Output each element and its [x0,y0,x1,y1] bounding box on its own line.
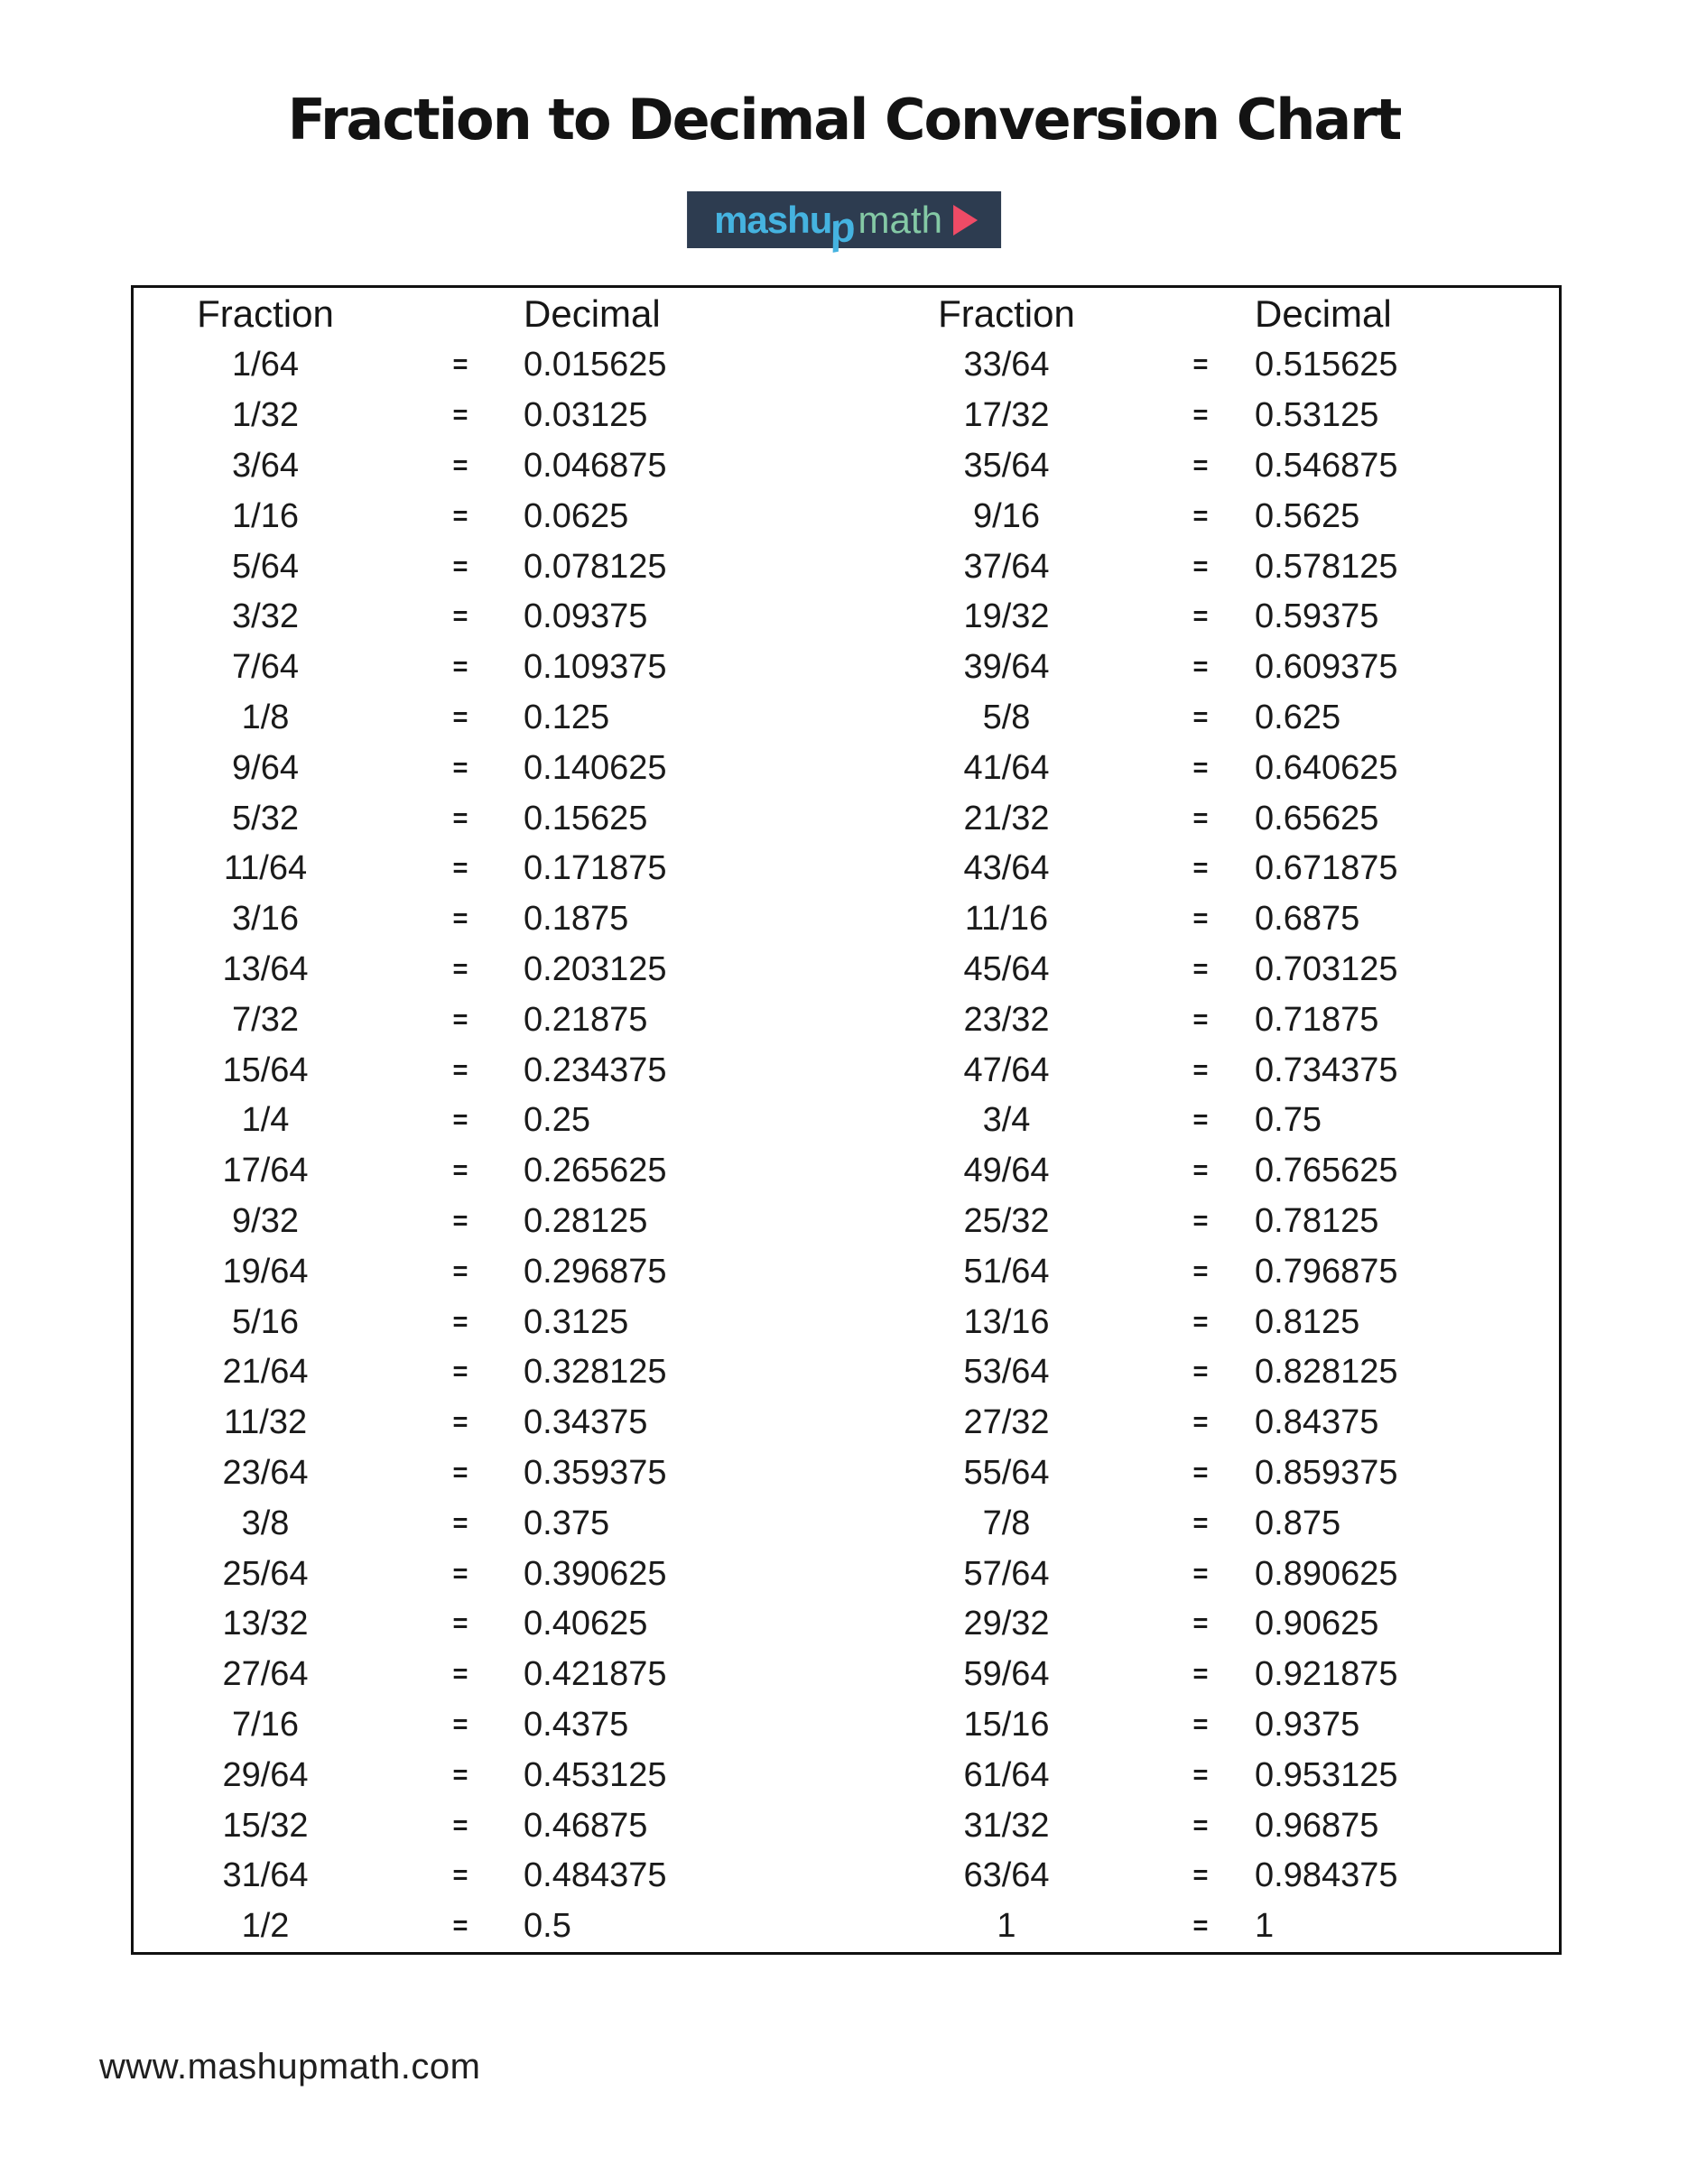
decimal-cell: 0.34375 [524,1403,648,1442]
fraction-cell: 5/64 [232,547,299,586]
equals-sign: = [1192,1559,1209,1588]
fraction-cell: 17/32 [963,396,1050,435]
decimal-cell: 0.484375 [524,1856,667,1895]
decimal-cell: 0.765625 [1255,1152,1398,1190]
decimal-cell: 0.265625 [524,1152,667,1190]
fraction-cell: 1/4 [241,1101,290,1140]
header-spacer [1146,288,1255,340]
equals-sign: = [452,501,468,531]
decimal-cell: 0.609375 [1255,648,1398,687]
fraction-cell: 15/64 [222,1050,309,1089]
play-icon [953,205,978,236]
equals-sign: = [1192,1307,1209,1337]
fraction-cell: 9/64 [232,748,299,787]
decimal-cell: 0.015625 [524,346,667,384]
equals-sign: = [452,1458,468,1487]
decimal-cell: 0.171875 [524,849,667,888]
decimal-cell: 0.078125 [524,547,667,586]
equals-sign: = [452,1408,468,1438]
decimal-cell: 0.640625 [1255,748,1398,787]
decimal-cell: 0.4375 [524,1705,629,1744]
decimal-cell: 0.625 [1255,698,1341,736]
fraction-cell: 15/16 [963,1705,1050,1744]
fraction-cell: 1/32 [232,396,299,435]
fraction-cell: 1/16 [232,496,299,535]
decimal-cell: 0.203125 [524,949,667,988]
decimal-cell: 0.875 [1255,1504,1341,1542]
decimal-cell: 0.046875 [524,446,667,485]
decimal-cell: 0.8125 [1255,1302,1360,1341]
decimal-cell: 0.296875 [524,1252,667,1291]
decimal-cell: 0.78125 [1255,1201,1379,1240]
equals-sign: = [452,1861,468,1891]
decimal-cell: 0.40625 [524,1605,648,1643]
fraction-cell: 39/64 [963,648,1050,687]
decimal-cell: 0.65625 [1255,799,1379,838]
equals-sign: = [1192,1609,1209,1639]
equals-sign: = [452,652,468,682]
equals-sign: = [1192,1660,1209,1689]
decimal-cell: 0.359375 [524,1453,667,1492]
decimal-cell: 0.59375 [1255,597,1379,636]
equals-sign: = [452,1307,468,1337]
fraction-cell: 43/64 [963,849,1050,888]
equals-sign: = [452,401,468,430]
fraction-cell: 5/8 [982,698,1031,736]
column-header-fraction-right: Fraction [938,292,1075,335]
fraction-cell: 17/64 [222,1152,309,1190]
fraction-cell: 19/64 [222,1252,309,1291]
logo-text-math: math [858,198,942,241]
fraction-cell: 21/32 [963,799,1050,838]
fraction-cell: 29/64 [222,1755,309,1794]
equals-sign: = [1192,1206,1209,1235]
equals-sign: = [452,1559,468,1588]
page-title: Fraction to Decimal Conversion Chart [287,87,1401,153]
fraction-cell: 7/8 [982,1504,1031,1542]
fraction-cell: 1/2 [241,1907,290,1946]
fraction-cell: 29/32 [963,1605,1050,1643]
fraction-cell: 1 [997,1907,1016,1946]
decimal-cell: 0.6875 [1255,900,1360,939]
fraction-cell: 57/64 [963,1554,1050,1593]
decimal-cell: 0.75 [1255,1101,1322,1140]
fraction-cell: 7/32 [232,1000,299,1039]
decimal-cell: 0.96875 [1255,1806,1379,1845]
fraction-cell: 3/64 [232,446,299,485]
column-header-fraction-left: Fraction [197,292,334,335]
equals-sign: = [1192,1760,1209,1790]
equals-sign: = [452,702,468,732]
equals-sign: = [452,1357,468,1387]
fraction-cell: 45/64 [963,949,1050,988]
fraction-cell: 13/32 [222,1605,309,1643]
decimal-cell: 0.15625 [524,799,648,838]
fraction-cell: 53/64 [963,1353,1050,1392]
fraction-cell: 1/64 [232,346,299,384]
equals-sign: = [1192,1861,1209,1891]
equals-sign: = [452,753,468,782]
equals-sign: = [1192,450,1209,480]
fraction-cell: 27/64 [222,1655,309,1694]
equals-sign: = [452,1911,468,1941]
equals-sign: = [1192,1458,1209,1487]
equals-sign: = [1192,602,1209,632]
equals-sign: = [452,1760,468,1790]
equals-sign: = [452,1256,468,1286]
fraction-cell: 61/64 [963,1755,1050,1794]
equals-sign: = [452,1660,468,1689]
fraction-cell: 15/32 [222,1806,309,1845]
equals-sign: = [452,1004,468,1034]
fraction-cell: 51/64 [963,1252,1050,1291]
decimal-cell: 0.125 [524,698,610,736]
equals-sign: = [452,1609,468,1639]
fraction-cell: 11/16 [964,900,1049,939]
fraction-cell: 1/8 [241,698,290,736]
decimal-cell: 0.578125 [1255,547,1398,586]
equals-sign: = [1192,1810,1209,1840]
decimal-cell: 0.890625 [1255,1554,1398,1593]
fraction-cell: 31/64 [222,1856,309,1895]
decimal-cell: 0.5 [524,1907,571,1946]
decimal-cell: 0.796875 [1255,1252,1398,1291]
equals-sign: = [1192,401,1209,430]
fraction-cell: 13/64 [222,949,309,988]
equals-sign: = [452,904,468,934]
equals-sign: = [1192,803,1209,833]
equals-sign: = [452,954,468,984]
equals-sign: = [1192,1709,1209,1739]
fraction-cell: 11/64 [223,849,308,888]
fraction-cell: 9/16 [973,496,1040,535]
decimal-cell: 0.671875 [1255,849,1398,888]
decimal-cell: 0.984375 [1255,1856,1398,1895]
fraction-cell: 3/16 [232,900,299,939]
equals-sign: = [1192,753,1209,782]
fraction-cell: 55/64 [963,1453,1050,1492]
fraction-cell: 3/32 [232,597,299,636]
decimal-cell: 0.3125 [524,1302,629,1341]
equals-sign: = [1192,1004,1209,1034]
column-header-decimal-right: Decimal [1255,292,1392,335]
decimal-cell: 0.1875 [524,900,629,939]
decimal-cell: 0.328125 [524,1353,667,1392]
fraction-cell: 19/32 [963,597,1050,636]
equals-sign: = [452,1810,468,1840]
decimal-cell: 0.46875 [524,1806,648,1845]
equals-sign: = [1192,1357,1209,1387]
fraction-cell: 27/32 [963,1403,1050,1442]
fraction-cell: 7/64 [232,648,299,687]
fraction-cell: 7/16 [232,1705,299,1744]
decimal-cell: 0.734375 [1255,1050,1398,1089]
decimal-cell: 0.390625 [524,1554,667,1593]
equals-sign: = [452,803,468,833]
fraction-cell: 63/64 [963,1856,1050,1895]
equals-sign: = [452,350,468,380]
fraction-cell: 5/16 [232,1302,299,1341]
decimal-cell: 0.03125 [524,396,648,435]
decimal-cell: 0.90625 [1255,1605,1379,1643]
logo-text-p: p [826,201,859,253]
equals-sign: = [452,1508,468,1538]
fraction-cell: 37/64 [963,547,1050,586]
fraction-cell: 49/64 [963,1152,1050,1190]
fraction-cell: 3/8 [241,1504,290,1542]
equals-sign: = [1192,1055,1209,1085]
fraction-cell: 9/32 [232,1201,299,1240]
decimal-cell: 0.21875 [524,1000,648,1039]
decimal-cell: 0.515625 [1255,346,1398,384]
fraction-cell: 33/64 [963,346,1050,384]
equals-sign: = [452,602,468,632]
decimal-cell: 0.53125 [1255,396,1379,435]
fraction-cell: 13/16 [963,1302,1050,1341]
equals-sign: = [1192,954,1209,984]
equals-sign: = [1192,1508,1209,1538]
decimal-cell: 0.84375 [1255,1403,1379,1442]
equals-sign: = [1192,1106,1209,1135]
decimal-cell: 0.09375 [524,597,648,636]
decimal-cell: 0.421875 [524,1655,667,1694]
equals-sign: = [452,1206,468,1235]
fraction-cell: 25/32 [963,1201,1050,1240]
fraction-cell: 47/64 [963,1050,1050,1089]
equals-sign: = [1192,652,1209,682]
equals-sign: = [452,854,468,884]
decimal-cell: 0.71875 [1255,1000,1379,1039]
equals-sign: = [452,551,468,581]
fraction-cell: 3/4 [982,1101,1031,1140]
decimal-cell: 0.234375 [524,1050,667,1089]
decimal-cell: 0.453125 [524,1755,667,1794]
header-spacer [397,288,524,340]
equals-sign: = [1192,702,1209,732]
mashupmath-logo [687,191,1001,253]
fraction-cell: 11/32 [223,1403,308,1442]
fraction-cell: 25/64 [222,1554,309,1593]
decimal-cell: 0.25 [524,1101,590,1140]
conversion-table [131,285,1562,1955]
decimal-cell: 0.109375 [524,648,667,687]
decimal-cell: 0.953125 [1255,1755,1398,1794]
equals-sign: = [1192,1408,1209,1438]
fraction-cell: 59/64 [963,1655,1050,1694]
logo-text-mashup: mashu [714,198,832,241]
fraction-cell: 23/32 [963,1000,1050,1039]
conversion-table-grid [134,288,1559,1952]
decimal-cell: 0.703125 [1255,949,1398,988]
equals-sign: = [1192,904,1209,934]
equals-sign: = [452,1709,468,1739]
equals-sign: = [452,1156,468,1186]
decimal-cell: 0.828125 [1255,1353,1398,1392]
equals-sign: = [452,1106,468,1135]
decimal-cell: 0.9375 [1255,1705,1360,1744]
equals-sign: = [1192,551,1209,581]
equals-sign: = [1192,501,1209,531]
decimal-cell: 0.546875 [1255,446,1398,485]
fraction-cell: 35/64 [963,446,1050,485]
equals-sign: = [1192,350,1209,380]
equals-sign: = [452,450,468,480]
decimal-cell: 0.28125 [524,1201,648,1240]
decimal-cell: 0.921875 [1255,1655,1398,1694]
column-header-decimal-left: Decimal [524,292,661,335]
equals-sign: = [1192,1156,1209,1186]
decimal-cell: 0.375 [524,1504,610,1542]
fraction-cell: 41/64 [963,748,1050,787]
fraction-cell: 31/32 [963,1806,1050,1845]
footer-url: www.mashupmath.com [99,2047,481,2087]
equals-sign: = [1192,1256,1209,1286]
decimal-cell: 0.859375 [1255,1453,1398,1492]
equals-sign: = [452,1055,468,1085]
fraction-cell: 5/32 [232,799,299,838]
decimal-cell: 0.5625 [1255,496,1360,535]
decimal-cell: 0.140625 [524,748,667,787]
equals-sign: = [1192,1911,1209,1941]
equals-sign: = [1192,854,1209,884]
decimal-cell: 1 [1255,1907,1275,1946]
fraction-cell: 23/64 [222,1453,309,1492]
fraction-cell: 21/64 [222,1353,309,1392]
decimal-cell: 0.0625 [524,496,629,535]
